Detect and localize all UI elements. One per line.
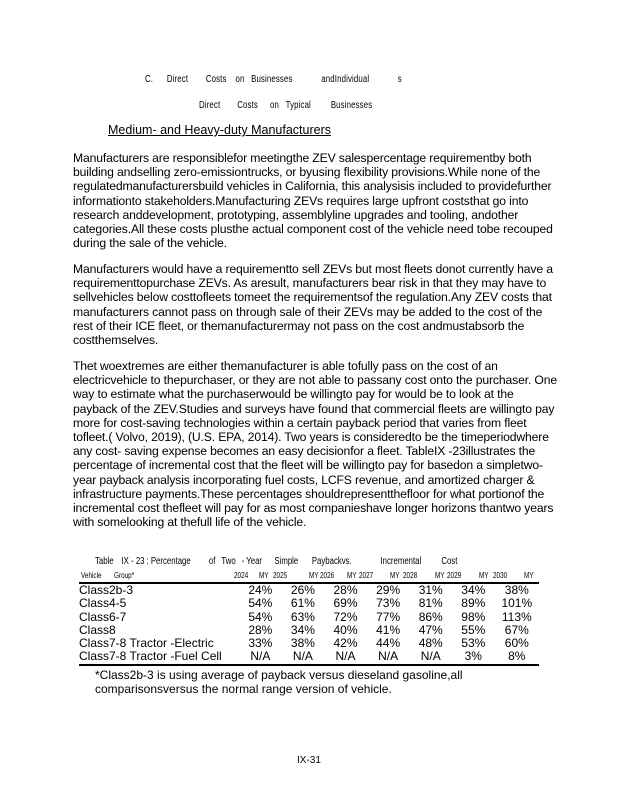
subsection-heading: Direct Costs on Typical Businesses (199, 100, 373, 111)
table-caption: Table IX - 23 : Percentage of Two - Year Simple Paybackvs. Incremental Cost (95, 556, 458, 567)
paragraph-1: Manufacturers are responsiblefor meetingthe ZEV salespercentage requirementby both building andselling zero-emissiontrucks, or byusing flexibility provisions.While none of the regulatedmanufacturersbuild vehicles in California, this analysisis included to providefurther informationto stakeholders.Manufacturing ZEVs requires large upfront coststhat go into research anddevelopment, prototyping, assemblyline upgrades and tooling, andother categories.All these costs plusthe actual component cost of the vehicle need tobe recouped during the sale of the vehicle. (73, 151, 553, 251)
table-row: Class8 28% 34% 40% 41% 47% 55% 67% (79, 622, 529, 637)
table-column-header: Vehicle Group* 2024 MY 2025 MY 2026 MY 2027 MY 2028 MY 2029 MY 2030 MY (79, 568, 539, 584)
page-number: IX-31 (297, 755, 321, 766)
table-row: Class2b-3 24% 26% 28% 29% 31% 34% 38% (79, 583, 529, 597)
payback-table (79, 584, 539, 666)
paragraph-3: Thet woextremes are either themanufacturer is able tofully pass on the cost of an electricvehicle to thepurchaser, or they are not able to passany cost onto the purchaser. One way to estimate what the purchaserwould be willingto pay for would be to look at the payback of the ZEV.Studies and surveys have found that commercial fleets are willingto pay more for cost-saving technologies within a certain payback period that varies from fleet tofleet.( Volvo, 2019), (U.S. EPA, 2014). Two years is consideredto be the timeperiodwhere any cost- saving expense becomes an easy decisionfor a fleet. TableIX -23illustrates the percentage of incremental cost that the fleet will be willingto pay for basedon a simpletwo-year payback analysis incorporating fuel costs, LCFS revenue, and amortized charger & infrastructure payments.These percentages shouldrepresentthefloor for what portionof the incremental cost thefleet will pay for as most companieshave longer horizons thantwo years with somelooking at thefull life of the vehicle. (73, 359, 557, 530)
col-group: Group* (114, 570, 135, 580)
subheading: Medium- and Heavy-duty Manufacturers (108, 123, 332, 137)
table-row: Class7-8 Tractor -Electric 33% 38% 42% 44% 48% 53% 60% (79, 636, 529, 651)
section-letter: C. (145, 74, 154, 85)
col-vehicle: Vehicle (81, 570, 102, 580)
table-row: Class4-5 54% 61% 69% 73% 81% 89% 101% (79, 596, 533, 611)
section-heading: C. Direct Costs on Businesses andIndividual s (145, 74, 402, 85)
table-row: Class7-8 Tractor -Fuel Cell N/A N/A N/A N/A N/A 3% 8% (79, 649, 526, 664)
table-row: Class6-7 54% 63% 72% 77% 86% 98% 113% (79, 609, 532, 624)
paragraph-2: Manufacturers would have a requirementto sell ZEVs but most fleets donot currently have a requirementtopurchase ZEVs. As aresult, manufacturers bear risk in that they may have to sellvehicles below costtofleets tomeet the requirementsof the regulation.Any ZEV costs that manufacturers cannot pass on through sale of their ZEVs may be added to the cost of the rest of their ICE fleet, or themanufacturermay not pass on the cost andmustabsorb the costthemselves. (73, 262, 553, 348)
table-footnote: *Class2b-3 is using average of payback versus dieseland gasoline,all comparisonsversus the normal range version of vehicle. (95, 668, 463, 696)
